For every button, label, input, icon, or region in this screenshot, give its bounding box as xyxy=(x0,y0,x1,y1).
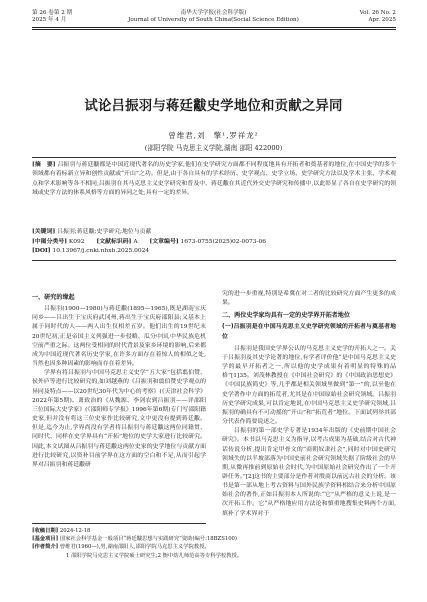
doc-code-value: A xyxy=(133,238,138,245)
affiliation: (邵阳学院 马克思主义学院,湖南 邵阳 422000) xyxy=(144,144,283,152)
clc-value: K092 xyxy=(68,238,85,245)
abstract-label: [摘 要] xyxy=(32,161,56,168)
doi-value: 10.13967/j.cnki.nhxb.2025.0024 xyxy=(52,248,150,254)
body-column-left xyxy=(32,290,206,470)
fund-label: [基金项目] xyxy=(32,536,59,543)
author-bio-line xyxy=(32,543,396,551)
abstract-top-rule xyxy=(32,157,396,158)
author-bio-label: [作者简介] xyxy=(32,544,59,551)
body-paragraph: 吕振羽是我国史学界公认的马克思主义史学的开拓人之一。关于吕振羽及其史学论著的地位,有学者评价他“是中国马克思主义史学的最早开拓者之一,所以他的史学成果有着明显的特殊的品格”[1]35。刘茂林教授在《中国社会研究》的《中国政治思想史》《中国民族简史》等,几乎都是相关领域里做到“第一”的,以至他在史学著作中方面的拓荒者,尤其是在中国原始社会研究领域。吕振羽历史学研究成果,可以肯定地说,在中国马克思主义史学研究领域,吕振羽的确具有不可动摇的“开山”和“拓荒者”地位。下面试列举其部分代表作简要说述之。 xyxy=(222,345,396,426)
doi-label: [DOI] xyxy=(32,247,51,254)
date-en: Apr. 2025 xyxy=(368,17,396,24)
author-note-line: 1 邵阳学院马克思主义学院硕士研究生;2 衡中幼儿师范高等专科学校教授。 xyxy=(66,552,243,559)
footnote-rule xyxy=(32,523,206,524)
body-paragraph: 究的进一步重视,特别是希冀在对二者的比较研究方面产生更多的成果。 xyxy=(222,291,396,307)
header-rule-thin xyxy=(32,29,396,30)
section-heading-1: 一、研究的缘起 xyxy=(32,294,75,301)
doc-code-label: [文献标识码] xyxy=(96,237,132,245)
article-no-label: [文章编号] xyxy=(149,237,179,245)
author-bio-value: 曾维君(1960—),男,湖南邵阳人,邵阳学院马克思主义学院教授。 xyxy=(59,544,210,551)
doi-line xyxy=(32,246,396,256)
abstract-bottom-rule xyxy=(32,260,396,261)
abstract-text: 吕振羽与蒋廷黻都是中国近现代著名的历史学家,他们在史学研究方面都不同程度地具有开拓者和奠基者的地位,在中国史学的多个领域都有着标新立异和创性贡献或“开山”之功。但是,由于各自具有的学术经历、史学观点、史学立场、史学研究方法以及学术主张、学术观点和学术影响等各不相同,吕振羽在其马克思主义史学研究和普及中、蒋廷黻在其近代外交史学研究和传播中,以此彰显了各自在史学研究的领域或史学方法的体系风格等方面的异同之处,具有一定的差异。 xyxy=(32,162,397,196)
keywords-text: 吕振羽;蒋廷黻;史学研究;地位与贡献 xyxy=(57,229,152,235)
abstract-block xyxy=(32,160,396,198)
subsection-heading-1: (一)吕振羽是在中国马克思主义史学研究领域的开拓者与奠基者地位 xyxy=(222,324,396,340)
header-rule xyxy=(32,27,396,28)
fund-line xyxy=(32,535,396,543)
keywords-label: [关键词] xyxy=(32,228,56,235)
header-volume-en xyxy=(360,10,396,25)
paper-title: 试论吕振羽与蒋廷黻史学地位和贡献之异同 xyxy=(84,98,343,114)
body-paragraph: 学界有将吕振羽与中国马克思主义史学“五大家”包括翦伯赞、侯外庐等进行比较研究的,如刘越燕的《吕振羽和翦伯赞史学观点的异同及特点——以20世纪30年代为中心的考察》(《天津社会科学》2022年第5期)。萧致治的《从魏源、李剑农到吕振羽——评邵阳三位国际大史学家》(《邵阳师专学报》1996年第6期)专门写邵阳籍史家,但并没有将这三位史家作比较研究,文中更没有提到蒋廷黻。但是,迄今为止,学界尚没有学者将吕振羽与蒋廷黻这两位同籍贯、同时代、同样在史学界具有“开拓”地位的史学大家进行比较研究。因此,本文试图从吕振羽与蒋廷黻这两位史家的史学地位与贡献方面进行比较研究,以资补目前学界在这方面的空白和不足,从而引起学界对吕振羽和蒋廷黻研 xyxy=(32,370,206,468)
header-journal xyxy=(120,10,307,25)
received-date-line xyxy=(32,527,396,535)
section-heading-2: 二、两位史学家均具有一定的史学界开拓者地位 xyxy=(222,312,350,320)
header-volume-cn xyxy=(32,10,72,25)
journal-name-cn: 南华大学学报(社会科学版) xyxy=(180,10,247,16)
body-paragraph: 吕振羽的第一部史学专著是1934年出版的《史前期中国社会研究》。本书以马克思主义为指导,以考古成果为基础,结合对古代神话传说分析,提出肯定甲骨文的“商朝奴隶社会”,同时对中国史研究领域失的以半坡部落为中国史前社会研究领域失据了阶级社会的早期,从微再推前到原始社会时代,为中国原始社会研究作出了一个开辟任务。”[2]这书的主要部分是作者对殷商以前远古社会的分析。该书是第一部从地上考古资料与国外民族学资料相结合来分析中国原始社会的著作,正如吕振羽本人所说的:“它”从严格的意义上说,是一次开拓工作。它“从严格地应用方法论和慎重地搜集史料两个方面,填补了学术界对于 xyxy=(222,428,396,517)
footnotes-block xyxy=(32,527,396,560)
journal-name-en: Journal of University of South China(Social Science Edition) xyxy=(128,17,299,24)
clc-label: [中图分类号] xyxy=(32,237,68,245)
date-cn: 2025 年 4 月 xyxy=(32,17,67,24)
volume-issue-cn: 第 26 卷第 2 期 xyxy=(32,10,73,16)
body-paragraph: 吕振羽(1900—1980)与蒋廷黻(1895—1965),既是湖南宝庆同乡——吕出生于宝庆府武冈州,蒋出生于宝庆府邵阳县;又基本上属于同时代的人——两人出生仅相差五岁。他们出生的19世纪末20世纪初,正是帝国主义列强进一步侵略、瓜分中国,中华民族危机空前严重之际。这两位受相同的时代背景及家乡环境的影响,后来都成为中国近现代著名历史学家,在许多方面存在着惊人的相似之处,当然也因多种因素的影响而存在着差异。 xyxy=(32,306,206,368)
received-label: [收稿日期] xyxy=(32,528,59,534)
author-list: 曾维君,刘 擎¹,罗祥龙² xyxy=(168,131,259,140)
body-column-right xyxy=(222,290,396,519)
volume-issue-en: Vol. 26 No. 2 xyxy=(359,10,396,16)
received-value: 2024-12-18 xyxy=(59,528,91,534)
article-no-value: 1673-0755(2025)02-0073-06 xyxy=(180,238,267,245)
fund-value: 国家社会科学基金一般项目“蒋廷黻思想与实践研究”资助(编号:18BZS100) xyxy=(59,536,237,543)
